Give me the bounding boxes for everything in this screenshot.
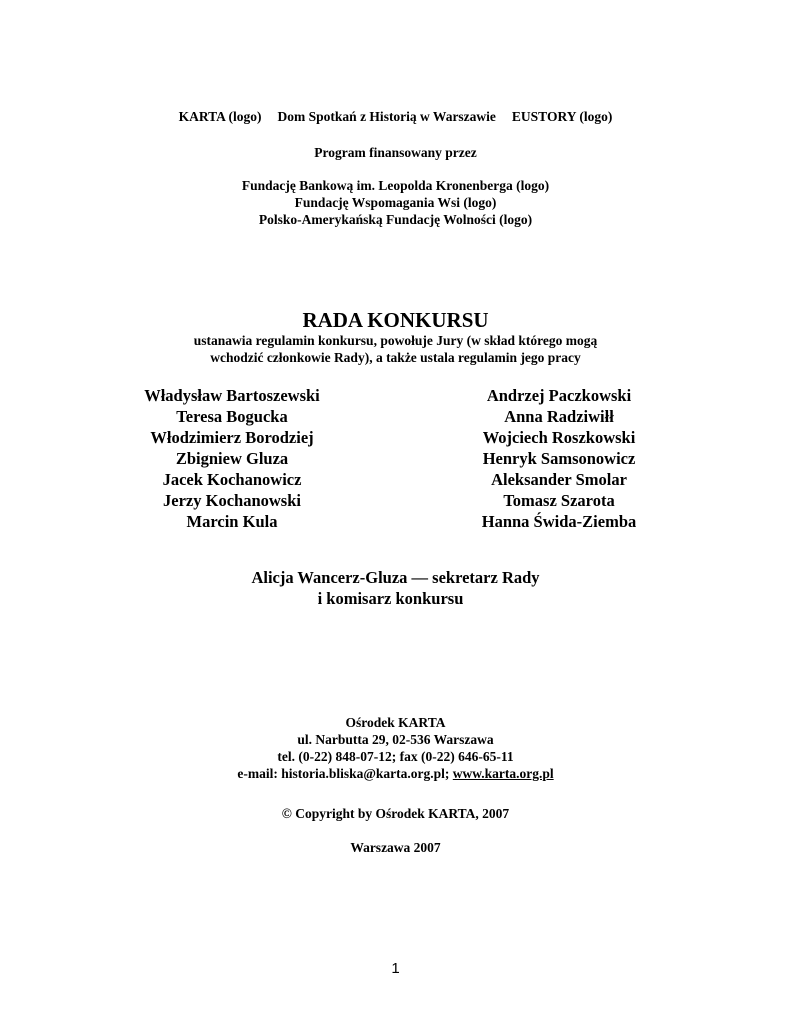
funding-list [0, 177, 791, 228]
funder-line: Polsko-Amerykańską Fundację Wolności (logo) [258, 212, 533, 227]
member-name: Zbigniew Gluza [175, 449, 289, 468]
eustory-logo-placeholder: EUSTORY (logo) [511, 109, 613, 124]
host-institution: Dom Spotkań z Historią w Warszawie [277, 109, 496, 124]
member-name: Henryk Samsonowicz [482, 449, 636, 468]
member-name: Andrzej Paczkowski [486, 386, 632, 405]
address-line: ul. Narbutta 29, 02-536 Warszawa [297, 732, 494, 747]
council-subtitle-line: ustanawia regulamin konkursu, powołuje Jury (w skład którego mogą [193, 333, 598, 348]
secretary-line: Alicja Wancerz-Gluza — sekretarz Rady [251, 568, 540, 587]
funding-intro: Program finansowany przez [314, 145, 477, 160]
council-subtitle-line: wchodzić członkowie Rady), a także ustala regulamin jego pracy [210, 350, 581, 365]
council-subtitle [0, 332, 791, 366]
funder-line: Fundację Bankową im. Leopolda Kronenberga (logo) [241, 178, 550, 193]
secretary-line: i komisarz konkursu [317, 589, 464, 608]
member-name: Wojciech Roszkowski [482, 428, 636, 447]
contact-block [0, 714, 791, 782]
member-name: Aleksander Smolar [491, 470, 627, 489]
member-name: Jacek Kochanowicz [162, 470, 302, 489]
email-text: e-mail: historia.bliska@karta.org.pl; [237, 766, 453, 781]
members-right-column [409, 385, 709, 532]
member-name: Jerzy Kochanowski [163, 491, 301, 510]
members-left-column [82, 385, 382, 532]
member-name: Hanna Świda-Ziemba [481, 512, 637, 531]
place-year: Warszawa 2007 [350, 840, 441, 855]
member-name: Tomasz Szarota [503, 491, 615, 510]
phone-fax-line: tel. (0-22) 848-07-12; fax (0-22) 646-65-11 [277, 749, 514, 764]
member-name: Marcin Kula [186, 512, 278, 531]
member-name: Włodzimierz Borodziej [150, 428, 314, 447]
email-line [0, 765, 791, 782]
member-name: Anna Radziwiłł [504, 407, 614, 426]
header-line [0, 108, 791, 125]
secretary-block [0, 567, 791, 609]
karta-logo-placeholder: KARTA (logo) [178, 109, 262, 124]
member-name: Teresa Bogucka [176, 407, 288, 426]
council-title: RADA KONKURSU [302, 308, 489, 332]
copyright-notice: © Copyright by Ośrodek KARTA, 2007 [281, 806, 510, 821]
member-name: Władysław Bartoszewski [144, 386, 320, 405]
organization-name: Ośrodek KARTA [345, 715, 446, 730]
page-number: 1 [391, 960, 400, 977]
funder-line: Fundację Wspomagania Wsi (logo) [294, 195, 497, 210]
website-link[interactable]: www.karta.org.pl [452, 766, 554, 781]
